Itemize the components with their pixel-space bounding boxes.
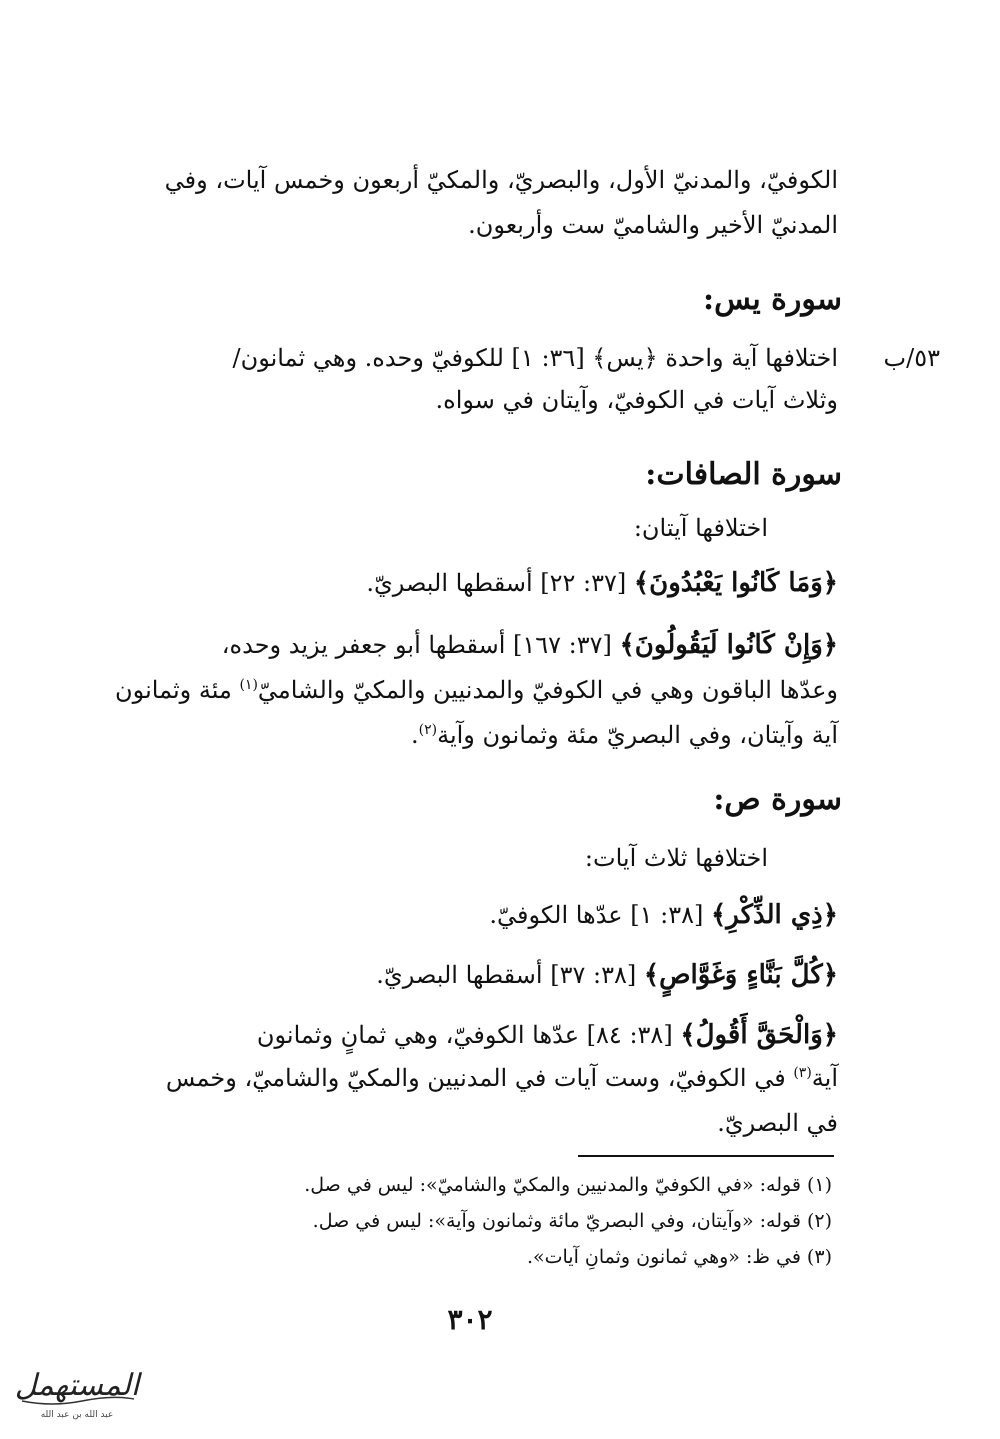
verse-reference: [٣٧: ٢٢] أسقطها البصريّ.	[366, 569, 627, 597]
verse-reference: [٣٨: ٨٤] عدّها الكوفيّ، وهي ثمانٍ وثمانون	[256, 1021, 673, 1049]
footnote: (٣) في ظ: «وهي ثمانون وثمانِ آيات».	[526, 1246, 832, 1268]
surah-heading-sad: سورة ص:	[713, 782, 842, 817]
footnote: (٢) قوله: «وآيتان، وفي البصريّ مائة وثمانون وآية»: ليس في صل.	[312, 1210, 832, 1232]
footnote: (١) قوله: «في الكوفيّ والمدنيين والمكيّ والشاميّ»: ليس في صل.	[304, 1174, 832, 1196]
body-line: اختلافها ثلاث آيات:	[584, 844, 768, 872]
publisher-logo	[12, 1355, 142, 1425]
surah-heading-saffat: سورة الصافات:	[645, 457, 842, 492]
footnote-ref: (٣)	[793, 1065, 812, 1081]
body-line: في البصريّ.	[717, 1109, 838, 1137]
footnote-divider	[578, 1155, 834, 1157]
verse-reference: [٣٨: ١] عدّها الكوفيّ.	[489, 901, 704, 929]
body-line: اختلافها آية واحدة ﴿يس﴾ [٣٦: ١] للكوفيّ وحده. وهي ثمانون/	[232, 344, 838, 372]
page-number: ٣٠٢	[447, 1303, 493, 1336]
surah-heading-yasin: سورة يس:	[703, 282, 842, 317]
verse-line	[132, 563, 838, 603]
logo-text: المستهمل	[14, 1368, 140, 1403]
body-line: آية$^{(٣)}$ في الكوفيّ، وست آيات في المدنيين والمكيّ والشاميّ، وخمس	[165, 1064, 838, 1092]
footnote-ref: (٢)	[418, 722, 438, 738]
body-line: آية وآيتان، وفي البصريّ مئة وثمانون وآية$^{(٢)}$.	[410, 721, 838, 749]
footnote-ref: (١)	[239, 677, 258, 693]
logo-subtext: عبد الله بن عبد الله	[40, 1410, 114, 1420]
quran-verse: ﴿كُلَّ بَنَّاءٍ وَغَوَّاصٍ﴾	[643, 960, 838, 990]
body-line: وعدّها الباقون وهي في الكوفيّ والمدنيين والمكيّ والشاميّ$^{(١)}$ مئة وثمانون	[115, 676, 838, 704]
verse-reference: [٣٨: ٣٧] أسقطها البصريّ.	[376, 961, 637, 989]
body-line: المدنيّ الأخير والشاميّ ست وأربعون.	[468, 211, 838, 239]
body-line: الكوفيّ، والمدنيّ الأول، والبصريّ، والمكيّ أربعون وخمس آيات، وفي	[164, 166, 838, 194]
verse-line	[132, 895, 838, 935]
quran-verse: ﴿وَالْحَقَّ أَقُولُ﴾	[680, 1020, 838, 1050]
body-line: اختلافها آيتان:	[633, 514, 768, 542]
quran-verse: ﴿وَإِنْ كَانُوا لَيَقُولُونَ﴾	[619, 630, 838, 660]
verse-line	[132, 625, 838, 665]
verse-line	[132, 1015, 838, 1055]
manuscript-folio-note: ٥٣/ب	[883, 344, 940, 372]
verse-reference: [٣٧: ١٦٧] أسقطها أبو جعفر يزيد وحده،	[221, 631, 612, 659]
body-line: وثلاث آيات في الكوفيّ، وآيتان في سواه.	[435, 386, 838, 414]
quran-verse: ﴿ذِي الذِّكْرِ﴾	[711, 900, 838, 930]
verse-line	[132, 955, 838, 995]
quran-verse: ﴿وَمَا كَانُوا يَعْبُدُونَ﴾	[633, 568, 838, 598]
